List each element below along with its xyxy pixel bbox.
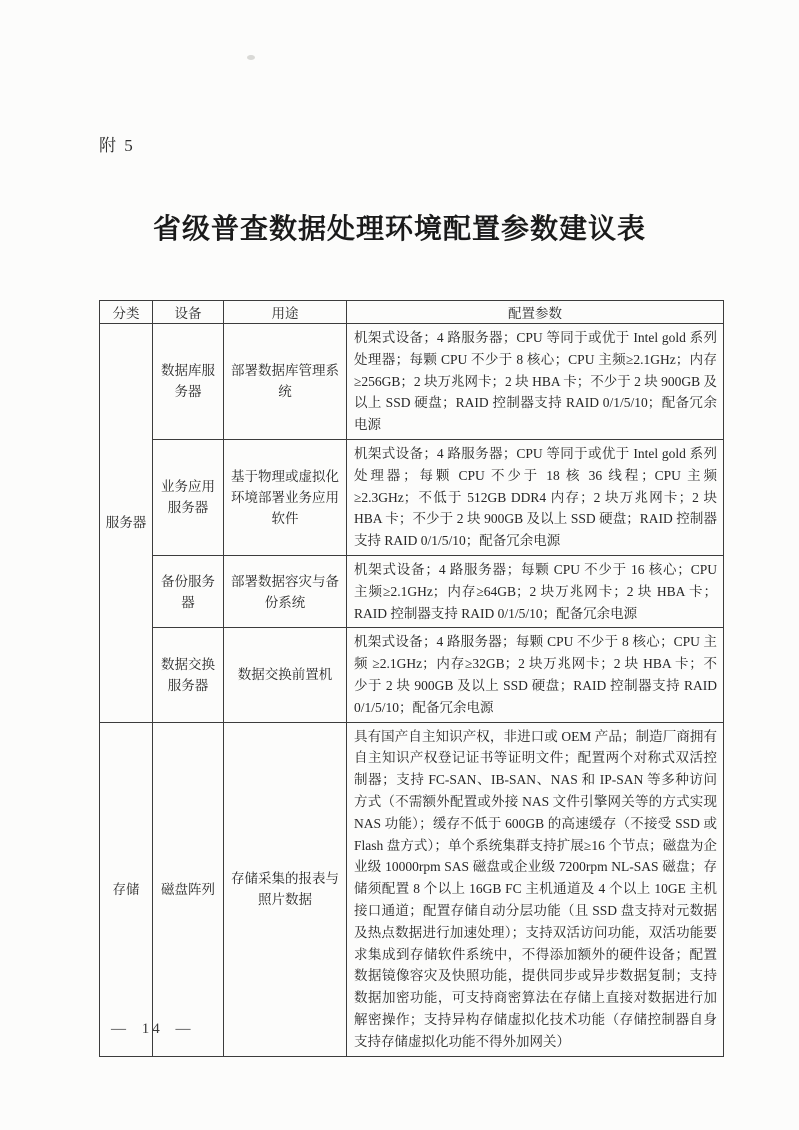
page-number: — 14 — xyxy=(111,1021,194,1037)
config-cell: 具有国产自主知识产权，非进口或 OEM 产品；制造厂商拥有自主知识产权登记证书等证明文件；配置两个对称式双活控制器；支持 FC-SAN、IB-SAN、NAS 和 IP-SAN 等多种访问方式（不需额外配置或外接 NAS 文件引擎网关等的方式实现 NAS 功能）；缓存不低于 600GB 的高速缓存（不接受 SSD 或 Flash 盘方式）；单个系统集群支持扩展≥16 个节点；磁盘为企业级 10000rpm SAS 磁盘或企业级 7200rpm NL-SAS 磁盘；存储须配置 8 个以上 16GB FC 主机通道及 4 个以上 10GE 主机接口通道；配置存储自动分层功能（且 SSD 盘支持对元数据及热点数据进行加速处理）；支持双活访问功能，双活功能要求集成到存储软件系统中，不得添加额外的硬件设备；配置数据镜像容灾及快照功能，提供同步或异步数据复制；支持数据加密功能，可支持商密算法在存储上直接对数据进行加解密操作；支持异构存储虚拟化技术功能（存储控制器自身支持存储虚拟化功能不得外加网关） xyxy=(347,722,724,1056)
column-header-category: 分类 xyxy=(100,301,153,324)
table-header-row xyxy=(100,301,724,324)
device-cell: 业务应用服务器 xyxy=(153,439,224,555)
config-cell: 机架式设备；4 路服务器；CPU 等同于或优于 Intel gold 系列处理器；每颗 CPU 不少于 8 核心；CPU 主频≥2.1GHz；内存≥256GB；2 块万兆网卡；2 块 HBA 卡；不少于 2 块 900GB 及以上 SSD 硬盘；RAID 控制器支持 RAID 0/1/5/10；配备冗余电源 xyxy=(347,324,724,440)
purpose-cell: 基于物理或虚拟化环境部署业务应用软件 xyxy=(224,439,347,555)
scan-speckle xyxy=(247,55,255,60)
purpose-cell: 部署数据库管理系统 xyxy=(224,324,347,440)
category-cell-server: 服务器 xyxy=(100,324,153,723)
config-cell: 机架式设备；4 路服务器；每颗 CPU 不少于 16 核心；CPU 主频≥2.1GHz；内存≥64GB；2 块万兆网卡；2 块 HBA 卡；RAID 控制器支持 RAID 0/1/5/10；配备冗余电源 xyxy=(347,555,724,627)
column-header-device: 设备 xyxy=(153,301,224,324)
page-title: 省级普查数据处理环境配置参数建议表 xyxy=(152,214,646,245)
table-row-backup-server xyxy=(100,555,724,627)
table-row-exchange-server xyxy=(100,628,724,722)
column-header-purpose: 用途 xyxy=(224,301,347,324)
config-parameters-table xyxy=(99,300,724,1057)
category-cell-storage: 存储 xyxy=(100,722,153,1056)
column-header-config: 配置参数 xyxy=(347,301,724,324)
table-row-database-server xyxy=(100,324,724,440)
config-cell: 机架式设备；4 路服务器；CPU 等同于或优于 Intel gold 系列处理器；每颗 CPU 不少于 18 核 36 线程；CPU 主频≥2.3GHz；不低于 512GB DDR4 内存；2 块万兆网卡；2 块 HBA 卡；不少于 2 块 900GB 及以上 SSD 硬盘；RAID 控制器支持 RAID 0/1/5/10；配备冗余电源 xyxy=(347,439,724,555)
device-cell: 数据交换服务器 xyxy=(153,628,224,722)
device-cell: 数据库服务器 xyxy=(153,324,224,440)
device-cell: 磁盘阵列 xyxy=(153,722,224,1056)
table-row-disk-array xyxy=(100,722,724,1056)
table-row-app-server xyxy=(100,439,724,555)
purpose-cell: 存储采集的报表与照片数据 xyxy=(224,722,347,1056)
purpose-cell: 数据交换前置机 xyxy=(224,628,347,722)
device-cell: 备份服务器 xyxy=(153,555,224,627)
attachment-label: 附 5 xyxy=(99,136,135,155)
purpose-cell: 部署数据容灾与备份系统 xyxy=(224,555,347,627)
config-cell: 机架式设备；4 路服务器；每颗 CPU 不少于 8 核心；CPU 主频 ≥2.1GHz；内存≥32GB；2 块万兆网卡；2 块 HBA 卡；不少于 2 块 900GB 及以上 SSD 硬盘；RAID 控制器支持 RAID 0/1/5/10；配备冗余电源 xyxy=(347,628,724,722)
